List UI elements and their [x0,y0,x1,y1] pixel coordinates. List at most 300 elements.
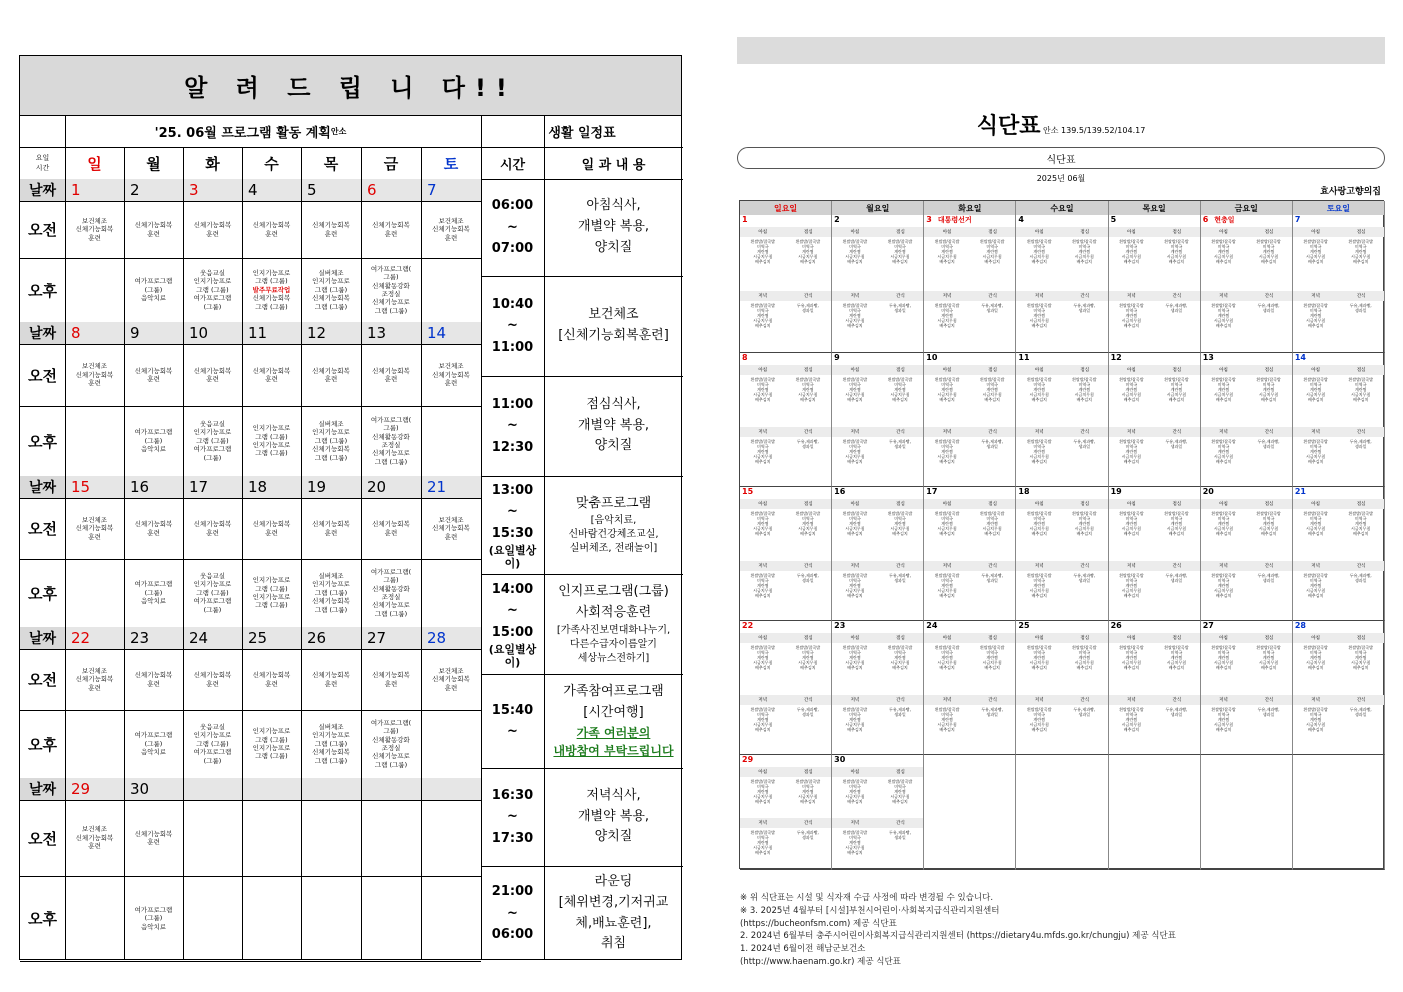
meal-label: 점심 [1264,502,1274,507]
text-line: (그룹) [144,739,163,748]
text-line: 생과일 [1262,308,1275,313]
meal-bar [1109,695,1200,705]
text-line: 흰쌀밥/잡곡밥 [842,645,868,650]
pm-program [124,406,183,476]
text-line: 인지기능프로 [252,576,291,585]
meal-date: 12 [1110,353,1122,362]
meal-label: 간식 [1264,294,1274,299]
dish-list [1339,707,1383,717]
text-line: 시금치무침 [1213,588,1234,593]
text-line: 흰쌀밥/잡곡밥 [1303,645,1328,650]
meal-label: 아침 [758,368,768,373]
meal-date: 21 [1294,487,1306,496]
meal-day-21 [1293,487,1385,621]
meal-date: 18 [1018,487,1030,496]
date-11: 11 [248,324,268,342]
meal-label: 간식 [896,294,905,299]
text-line: [가족사진보면대화나누기, [556,624,671,636]
am-program [183,344,242,406]
text-line: 계란찜 [1125,521,1138,526]
text-line: 생과일 [1170,444,1183,449]
date-21: 21 [427,478,447,496]
date-empty [421,778,481,800]
meal-day-29 [740,755,832,870]
text-line: 실버체조 [318,419,344,428]
text-line: 06:00 [491,198,534,214]
meal-label: 간식 [1356,698,1366,703]
text-line: 사회적응훈련 [575,605,652,620]
text-line: 미역국 [1309,308,1322,313]
text-line: 시금치무침 [1121,254,1141,259]
text-line: 흰쌀밥/잡곡밥 [887,779,913,784]
text-line: 두유,제과빵, [1257,303,1280,308]
dish-list [741,239,785,264]
text-line: 흰쌀밥/잡곡밥 [1303,239,1328,244]
am-program [183,201,242,258]
text-line: 생과일 [986,578,998,583]
text-line: 이) [504,656,521,670]
text-line: 시금치무침 [1258,392,1279,397]
text-line: 시금치무침 [1305,526,1326,531]
text-line: 배추김치 [847,531,863,536]
text-line: 흰쌀밥/잡곡밥 [1303,377,1328,382]
am-program [124,800,183,876]
dish-list [1339,511,1383,536]
am-program [65,498,124,559]
text-line: 배추김치 [847,593,863,598]
text-line: 신체기능회복 [312,671,350,680]
meal-label: 저녁 [1126,564,1136,569]
holiday-label: 대통령선거 [937,216,972,224]
text-line: 그램 (그룹) [374,760,408,769]
text-line: 배추김치 [939,323,955,328]
text-line: 보건체조 [588,307,639,323]
dish-list [1110,377,1154,402]
meal-label: 간식 [1080,294,1090,299]
text-line: 웃음교실 [199,571,226,580]
meal-label: 아침 [758,770,768,775]
text-line: 훈련 [265,679,278,688]
weekday-6: 토 [443,155,459,173]
text-line: 계란찜 [849,717,861,722]
meal-label: 간식 [988,294,997,299]
dish-list [1294,645,1338,670]
text-line: [신체기능회복훈련] [558,328,669,343]
text-line: 미역국 [986,244,998,249]
meal-bar [924,561,1015,571]
meal-weekday-3: 수요일 [1016,201,1108,215]
text-line: 시금치무침 [1213,722,1234,727]
text-line: 생과일 [802,308,814,313]
am-program [183,649,242,710]
dish-list [1247,439,1291,449]
text-line: 계란찜 [1217,249,1230,254]
holiday-label: 현충일 [1214,216,1235,224]
dish-list [1202,239,1246,264]
am-program [124,498,183,559]
date-29: 29 [71,780,91,798]
divider [421,148,422,959]
meal-label: 간식 [1080,698,1090,703]
text-line: 신체기능회복 [75,833,114,842]
text-line: 흰쌀밥/잡곡밥 [934,377,960,382]
meal-label: 간식 [1356,294,1366,299]
text-line: 신체기능프로 [372,298,410,307]
text-line: 인지기능프로 [193,731,232,740]
dish-list [1110,645,1154,670]
text-line: 흰쌀밥/잡곡밥 [1211,645,1236,650]
text-line: (그룹) [203,302,222,311]
text-line: 시간 [35,163,50,172]
dish-list [786,239,830,264]
dish-list [1062,439,1106,449]
text-line: 계란찜 [941,387,953,392]
text-line: 시금치무침 [845,318,865,323]
meal-label: 아침 [1126,368,1136,373]
meal-date: 11 [1018,353,1030,362]
text-line: 미역국 [1217,244,1230,249]
text-line: 훈련 [444,683,458,692]
weekday-4: 목 [323,155,339,173]
text-line: 흰쌀밥/잡곡밥 [1303,303,1328,308]
text-line: 인지기능프로 [252,744,291,752]
text-line: 인지기능프로 [312,277,350,286]
text-line: 양치질 [594,829,633,845]
dish-list [833,707,877,732]
meal-label: 점심 [1264,230,1274,235]
meal-date: 3 대통령선거 [926,215,972,224]
am-program [361,344,421,406]
meal-bar [832,227,923,237]
text-line: 미역국 [802,516,814,521]
text-line: 생과일 [1262,578,1275,583]
text-line: 흰쌀밥/잡곡밥 [750,573,776,578]
dish-list [1247,573,1291,583]
meal-label: 아침 [1034,368,1044,373]
text-line: 시금치무침 [1029,588,1049,593]
date-22: 22 [71,629,91,647]
text-line: [체위변경,기저귀교 [558,894,669,910]
text-line: 시금치무침 [753,794,773,799]
text-line: 07:00 [491,241,534,257]
meal-label: 저녁 [1311,564,1320,569]
text-line: 배추김치 [1307,259,1324,264]
text-line: 시금치무침 [753,526,773,531]
text-line: 훈련 [88,233,101,242]
date-label: 날짜 [20,627,65,649]
meal-bar [1201,227,1292,237]
date-1: 1 [71,181,81,199]
text-line: 두유,제과빵, [981,707,1004,712]
am-program [361,649,421,710]
dish-list [1202,377,1246,402]
text-line: 여가프로그램 [134,905,173,914]
text-line: 배추김치 [755,259,771,264]
text-line: 흰쌀밥/잡곡밥 [1119,239,1144,244]
text-line: 배추김치 [1215,593,1232,598]
meal-label: 아침 [1311,502,1320,507]
text-line: 두유,제과빵, [796,830,819,835]
text-line: 흰쌀밥/잡곡밥 [1071,511,1097,516]
text-line: 생과일 [1354,444,1367,449]
text-line: 아침식사, [586,198,641,214]
text-line: 시금치무침 [1213,454,1234,459]
pm-program [124,258,183,322]
text-line: 개별약 복용, [577,808,650,824]
text-line: 시금치무침 [845,660,865,665]
am-label: 오전 [28,829,57,848]
meal-weekday-0: 일요일 [740,201,832,215]
text-line: 여가프로그램 [134,580,173,589]
text-line: 신체기능회복 [134,366,173,375]
text-line: 여가프로그램 [193,445,232,454]
text-line: 생과일 [1262,444,1275,449]
pm-program [124,876,183,961]
date-8: 8 [71,324,81,342]
text-line: 여가프로그램 [193,748,232,757]
am-program [421,344,481,406]
program-schedule-page [19,55,682,960]
text-line: 흰쌀밥/잡곡밥 [887,511,913,516]
text-line: (그룹) [144,914,163,923]
dish-list [1017,303,1061,328]
text-line: 흰쌀밥/잡곡밥 [887,377,913,382]
text-line: 계란찜 [756,655,769,660]
text-line: 미역국 [1125,244,1138,249]
text-line: 배추김치 [1031,593,1047,598]
text-line: 그룹) [383,273,399,282]
daily-desc-1 [544,276,683,376]
date-2: 2 [130,181,140,199]
text-line: 미역국 [1033,712,1045,717]
text-line: 생과일 [802,444,814,449]
text-line: 맞춤프로그램 [575,495,652,511]
meal-label: 아침 [850,502,860,507]
meal-calendar [739,200,1384,869]
text-line: 훈련 [384,679,398,688]
dish-list [1062,377,1106,402]
text-line: 그램 (그룹) [255,584,288,593]
date-5: 5 [307,181,317,199]
daily-desc-3 [544,476,683,574]
meal-date: 28 [1294,621,1306,630]
text-line: 시금치무침 [1351,254,1371,259]
pm-program [301,559,361,627]
text-line: 계란찜 [1217,521,1230,526]
dish-list [1339,573,1383,583]
text-line: 흰쌀밥/잡곡밥 [1026,377,1052,382]
text-line: 14:00 [491,581,534,597]
meal-day-18 [1016,487,1108,621]
meal-label: 간식 [896,564,905,569]
text-line: 두유,제과빵, [1073,573,1096,578]
text-line: 시금치무침 [1029,526,1049,531]
meal-label: 아침 [850,368,860,373]
meal-bar [1109,633,1200,643]
text-line: 미역국 [1125,578,1138,583]
text-line: 신체활동강화 [372,735,410,744]
text-line: 배추김치 [1076,531,1092,536]
text-line: 시금치무침 [1121,392,1141,397]
daily-desc-5 [544,674,683,768]
text-line: 배추김치 [755,397,771,402]
text-line: 흰쌀밥/잡곡밥 [1256,511,1281,516]
date-6: 6 [367,181,377,199]
meal-bar [924,499,1015,509]
text-line: 미역국 [849,784,861,789]
pm-program [361,559,421,627]
text-line: 흰쌀밥/잡곡밥 [934,303,960,308]
date-empty [242,778,301,800]
meal-bar [1109,427,1200,437]
meal-label: 저녁 [1219,698,1228,703]
text-line: 흰쌀밥/잡곡밥 [1211,707,1236,712]
text-line: 두유,제과빵, [889,707,911,712]
text-line: 시금치무침 [1074,526,1094,531]
meal-label: 간식 [803,294,813,299]
text-line: 그램 (그룹) [314,588,348,597]
text-line: 시금치무침 [1029,454,1049,459]
text-line: 미역국 [756,308,769,313]
text-line: 미역국 [1125,444,1138,449]
text-line: 배추김치 [984,259,1000,264]
text-line: 계란찜 [1033,313,1045,318]
text-line: 배추김치 [847,259,863,264]
text-line: 신체기능프로 [372,601,410,610]
text-line: 생과일 [1262,712,1275,717]
meal-label: 저녁 [1126,430,1136,435]
text-line: 미역국 [1217,382,1230,387]
text-line: 시금치무침 [982,392,1002,397]
text-line: 흰쌀밥/잡곡밥 [934,707,960,712]
date-3: 3 [189,181,199,199]
meal-bar [1016,695,1107,705]
text-line: 배추김치 [892,799,908,804]
dish-list [741,645,785,670]
weekday-1: 월 [146,155,161,173]
am-program [242,649,301,710]
divider [20,876,481,877]
meal-bar [1016,633,1107,643]
dish-list [786,511,830,536]
text-line: 신체기능회복 [432,225,470,234]
text-line: 미역국 [802,784,814,789]
text-line: 계란찜 [1262,655,1275,660]
pm-program [301,710,361,778]
dish-list [925,707,969,732]
text-line: 배추김치 [892,531,908,536]
text-line: 두유,제과빵, [1165,303,1188,308]
text-line: 시금치무침 [1121,454,1141,459]
meal-bar [740,633,831,643]
text-line: 배추김치 [847,850,863,855]
text-line: 여가프로그램 [193,597,232,606]
date-17: 17 [189,478,209,496]
dish-list [1062,511,1106,536]
text-line: 흰쌀밥/잡곡밥 [1164,511,1189,516]
pm-program [242,710,301,778]
meal-label: 아침 [942,230,952,235]
meal-label: 점심 [896,368,905,373]
text-line: 흰쌀밥/잡곡밥 [750,707,776,712]
text-line: 계란찜 [1170,387,1183,392]
text-line: 시금치무침 [753,454,773,459]
dish-list [1017,511,1061,536]
text-line: 생과일 [894,308,906,313]
text-line: 생과일 [802,578,814,583]
text-line: 계란찜 [941,521,953,526]
pm-program [183,406,242,476]
text-line: 배추김치 [939,531,955,536]
meal-label: 저녁 [758,564,768,569]
text-line: (그룹) [144,436,163,445]
text-line: 흰쌀밥/잡곡밥 [934,645,960,650]
dish-list [1155,303,1199,313]
text-line: 배추김치 [755,850,771,855]
dish-list [1202,511,1246,536]
meal-label: 간식 [1172,698,1182,703]
text-line: 미역국 [894,784,906,789]
text-line: ~ [507,809,518,825]
text-line: 계란찜 [1125,655,1138,660]
weekday-3: 수 [264,155,279,173]
text-line: 흰쌀밥/잡곡밥 [1211,377,1236,382]
meal-day-9 [832,353,924,487]
text-line: 배추김치 [984,665,1000,670]
date-label: 날짜 [20,476,65,498]
meal-weekday-1: 월요일 [832,201,924,215]
dish-list [970,511,1014,536]
text-line: 11:00 [491,339,534,355]
dish-list [741,707,785,732]
meal-label: 점심 [1356,502,1366,507]
divider [20,961,481,962]
meal-day-15 [740,487,832,621]
text-line: 계란찜 [1033,583,1045,588]
meal-date: 7 [1294,215,1301,224]
meal-bar [1016,227,1107,237]
text-line: 훈련 [147,679,160,688]
text-line: 두유,제과빵, [1349,439,1372,444]
meal-bar [924,633,1015,643]
text-line: (그룹) [144,285,163,294]
dish-list [970,645,1014,670]
daily-time-0 [481,179,544,276]
text-line: 흰쌀밥/잡곡밥 [1164,645,1189,650]
text-line: 계란찜 [1170,521,1183,526]
text-line: 여가프로그램 [134,731,173,740]
text-line: 시금치무침 [890,392,910,397]
divider [301,148,302,959]
text-line: 생과일 [1354,308,1367,313]
meal-bar [740,818,831,828]
text-line: 훈련 [384,375,398,383]
text-line: 흰쌀밥/잡곡밥 [1348,645,1373,650]
text-line: ~ [507,318,518,334]
meal-date: 24 [926,621,938,630]
text-line: 미역국 [849,835,861,840]
text-line: 훈련 [444,233,458,242]
text-line: 미역국 [1309,382,1322,387]
text-line: 계란찜 [849,387,861,392]
text-line: 계란찜 [941,249,953,254]
pm-program [242,559,301,627]
am-program [124,201,183,258]
text-line: 생과일 [894,444,906,449]
date-26: 26 [307,629,327,647]
program-title-suffix: 안소 [330,127,347,136]
meal-label: 간식 [896,821,905,826]
